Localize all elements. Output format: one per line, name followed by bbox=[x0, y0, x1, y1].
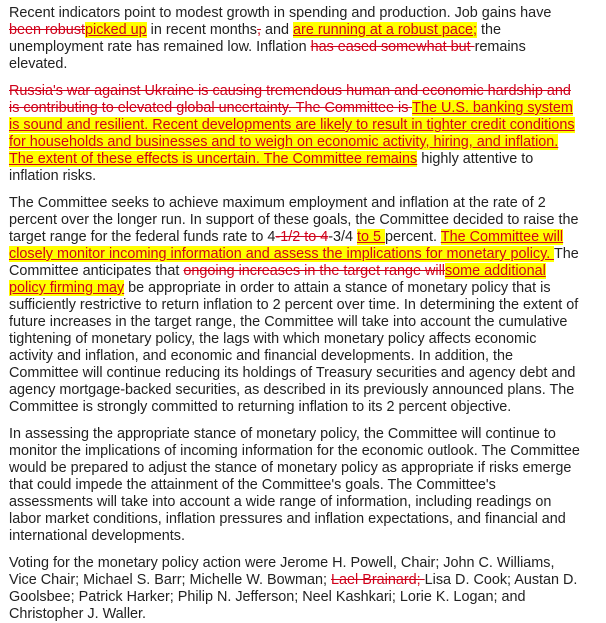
body-text: remains elevated. bbox=[9, 39, 526, 72]
body-text: The Committee anticipates that bbox=[9, 246, 579, 279]
body-text: Voting for the monetary policy action were Jerome H. Powell, Chair; John C. Williams, Vice Chair; Michael S. Barr; Michelle W. Bowman; bbox=[9, 555, 555, 588]
body-text: Lisa D. Cook; Austan D. Goolsbee; Patrick Harker; Philip N. Jefferson; Neel Kashkari; Lorie K. Logan; and Christopher J. Waller. bbox=[9, 572, 578, 622]
inserted-text: to 5 bbox=[357, 229, 386, 245]
body-text: and bbox=[261, 22, 294, 38]
deleted-text: ongoing increases in the target range will bbox=[183, 263, 445, 279]
body-text: in recent months bbox=[146, 22, 258, 38]
inserted-text: some additional policy firming may bbox=[9, 263, 546, 296]
paragraph-economic-conditions bbox=[9, 5, 581, 73]
inserted-text: picked up bbox=[85, 22, 147, 38]
body-text: percent. bbox=[385, 229, 441, 245]
deleted-text: Russia's war against Ukraine is causing tremendous human and economic hardship and is contributing to elevated global uncertainty. The Committee is bbox=[9, 83, 571, 116]
body-text: Recent indicators point to modest growth in spending and production. Job gains have bbox=[9, 5, 552, 21]
inserted-text: The Committee will closely monitor incoming information and assess the implications for monetary policy. bbox=[9, 229, 564, 262]
deleted-text: has eased somewhat but bbox=[310, 39, 475, 55]
deleted-text: , bbox=[257, 22, 262, 38]
body-text: In assessing the appropriate stance of monetary policy, the Committee will continue to monitor the implications of incoming information for the economic outlook. The Committee would be prepared to adjust the stance of monetary policy as appropriate if risks emerge that could impede the attainment of the Committee's goals. The Committee's assessments will take into account a wide range of information, including readings on labor market conditions, inflation pressures and inflation expectations, and financial and international developments. bbox=[9, 426, 580, 544]
paragraph-policy-decision bbox=[9, 195, 581, 416]
body-text: be appropriate in order to attain a stance of monetary policy that is sufficiently restrictive to return inflation to 2 percent over time. In determining the extent of future increases in the target range, the Committee will take into account the cumulative tightening of monetary policy, the lags with which monetary policy affects economic activity and inflation, and economic and financial developments. In addition, the Committee will continue reducing its holdings of Treasury securities and agency debt and agency mortgage-backed securities, as described in its previously announced plans. The Committee is strongly committed to returning inflation to its 2 percent objective. bbox=[9, 280, 579, 415]
deleted-text: been robust bbox=[9, 22, 86, 38]
body-text: highly attentive to inflation risks. bbox=[9, 151, 534, 184]
body-text: -3/4 bbox=[328, 229, 358, 245]
body-text: the unemployment rate has remained low. Inflation bbox=[9, 22, 502, 55]
body-text: The Committee seeks to achieve maximum employment and inflation at the rate of 2 percent over the longer run. In support of these goals, the Committee decided to raise the target range for the federal funds rate to 4 bbox=[9, 195, 579, 245]
inserted-text: The U.S. banking system is sound and resilient. Recent developments are likely to result in tighter credit conditions for households and businesses and to weigh on economic activity, hiring, and inflation. The extent of these effects is uncertain. The Committee remains bbox=[9, 100, 575, 167]
paragraph-policy-stance bbox=[9, 426, 581, 545]
paragraph-voting-members bbox=[9, 555, 581, 623]
paragraph-banking-system bbox=[9, 83, 581, 185]
deleted-text: Lael Brainard; bbox=[331, 572, 425, 588]
inserted-text: are running at a robust pace; bbox=[293, 22, 478, 38]
deleted-text: -1/2 to 4 bbox=[275, 229, 329, 245]
